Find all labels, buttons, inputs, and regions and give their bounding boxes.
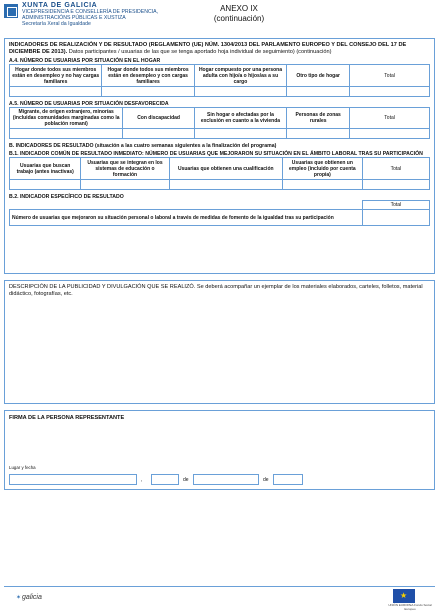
a4-input-4[interactable] [287, 87, 350, 97]
b2-heading: B.2. INDICADOR ESPECÍFICO DE RESULTADO [9, 194, 124, 200]
annex-label: ANEXO IX [220, 4, 258, 13]
xunta-name: XUNTA DE GALICIA [22, 2, 98, 9]
signature-title: FIRMA DE LA PERSONA REPRESENTANTE [9, 415, 125, 421]
year-field[interactable] [273, 474, 303, 485]
b1-input-3[interactable] [169, 180, 282, 190]
indicators-title-bold: INDICADORES DE REALIZACIÓN Y DE RESULTADO (REGLAMENTO (UE) NÚM. 1304/2013 DEL PARLAMENTO EUROPEO Y DEL CONSEJO DEL 17 DE DICIEMBRE DE 2013). [9, 42, 407, 55]
a5-input-total[interactable] [350, 129, 430, 139]
de-separator-1: de [183, 477, 189, 483]
signature-section [4, 410, 435, 490]
publicity-title-bold: DESCRIPCIÓN DE LA PUBLICIDAD Y DIVULGACIÓN QUE SE REALIZÓ. [9, 284, 196, 290]
b1-col-4: Usuarias que obtienen un empleo (incluido por cuenta propia) [282, 158, 362, 180]
indicators-title [9, 42, 430, 56]
place-field[interactable] [9, 474, 137, 485]
eu-flag-icon [393, 589, 415, 603]
b-heading: B. INDICADORES DE RESULTADO (situación a las cuatro semanas siguientes a la finalización del programa) [9, 143, 277, 149]
a5-col-1: Migrante, de origen extranjero, minorías (incluidas comunidades marginadas como la población romaní) [10, 108, 123, 129]
a4-input-3[interactable] [194, 87, 286, 97]
a5-col-3: Sin hogar o afectadas por la exclusión en cuanto a la vivienda [194, 108, 286, 129]
a4-heading: A.4. NÚMERO DE USUARIAS POR SITUACIÓN EN EL HOGAR [9, 58, 161, 64]
comma-separator: , [141, 477, 143, 483]
b2-spacer [10, 201, 363, 210]
de-separator-2: de [263, 477, 269, 483]
indicators-section [4, 38, 435, 274]
b1-input-2[interactable] [81, 180, 169, 190]
b1-table [9, 157, 430, 190]
a5-col-4: Personas de zonas rurales [287, 108, 350, 129]
a4-input-2[interactable] [102, 87, 194, 97]
b2-row-label: Número de usuarias que mejoraron su situación personal o laboral a través de medidas de fomento de la igualdad tras su participación [10, 210, 363, 226]
organization-block [22, 3, 158, 27]
a5-input-2[interactable] [123, 129, 194, 139]
a5-col-total: Total [350, 108, 430, 129]
a4-table [9, 64, 430, 97]
a4-col-total: Total [350, 65, 430, 87]
org-line-3: Secretaría Xeral da Igualdade [22, 21, 91, 27]
place-date-label: Lugar y fecha [9, 465, 36, 470]
xunta-logo-icon [4, 4, 18, 18]
annex-title [184, 4, 294, 23]
a4-col-2: Hogar donde todos sus miembros están en desempleo y con cargas familiares [102, 65, 194, 87]
day-field[interactable] [151, 474, 179, 485]
b2-table [9, 200, 430, 226]
b1-col-1: Usuarias que buscan trabajo (antes inactivas) [10, 158, 81, 180]
a4-input-1[interactable] [10, 87, 102, 97]
a5-input-4[interactable] [287, 129, 350, 139]
b1-col-2: Usuarias que se integran en los sistemas de educación o formación [81, 158, 169, 180]
month-field[interactable] [193, 474, 259, 485]
b1-heading: B.1. INDICADOR COMÚN DE RESULTADO INMEDIATO: NÚMERO DE USUARIAS QUE MEJORARON SU SITUACIÓN EN EL ÁMBITO LABORAL TRAS SU PARTICIPACIÓN [9, 151, 423, 157]
a4-col-4: Otro tipo de hogar [287, 65, 350, 87]
publicity-title-rest: Se deberá acompañar un ejemplar de los materiales elaborados, carteles, folletos, material didáctico, fotografías, etc. [9, 284, 423, 297]
a4-col-3: Hogar compuesto por una persona adulta con hijo/a o hijos/as a su cargo [194, 65, 286, 87]
a4-col-1: Hogar donde todos sus miembros están en desempleo y no hay cargas familiares [10, 65, 102, 87]
a4-input-total[interactable] [350, 87, 430, 97]
b1-input-total[interactable] [362, 180, 429, 190]
b2-input-total[interactable] [362, 210, 429, 226]
b1-input-4[interactable] [282, 180, 362, 190]
b1-col-total: Total [362, 158, 429, 180]
b2-total-label: Total [362, 201, 429, 210]
footer-divider [4, 586, 435, 587]
a5-table [9, 107, 430, 139]
a5-input-1[interactable] [10, 129, 123, 139]
continuation-label: (continuación) [213, 13, 265, 23]
publicity-title [9, 284, 430, 298]
a5-col-2: Con discapacidad [123, 108, 194, 129]
indicators-title-rest: Datos participantes / usuarias de las que se tenga aportado hoja individual de seguimiento) (continuación) [67, 49, 332, 55]
publicity-section[interactable] [4, 280, 435, 404]
org-line-1: VICEPRESIDENCIA E CONSELLERÍA DE PRESIDENCIA, [22, 9, 159, 15]
page-header [4, 2, 435, 36]
a5-input-3[interactable] [194, 129, 286, 139]
galicia-logo: ✶ galicia [16, 594, 42, 601]
a5-heading: A.5. NÚMERO DE USUARIAS POR SITUACIÓN DESFAVORECIDA [9, 101, 169, 107]
b1-input-1[interactable] [10, 180, 81, 190]
b1-col-3: Usuarias que obtienen una cualificación [169, 158, 282, 180]
eu-fund-label: UNIÓN EUROPEA Fondo Social Europeo [388, 603, 432, 611]
org-line-2: ADMINISTRACIÓNS PÚBLICAS E XUSTIZA [22, 15, 126, 21]
